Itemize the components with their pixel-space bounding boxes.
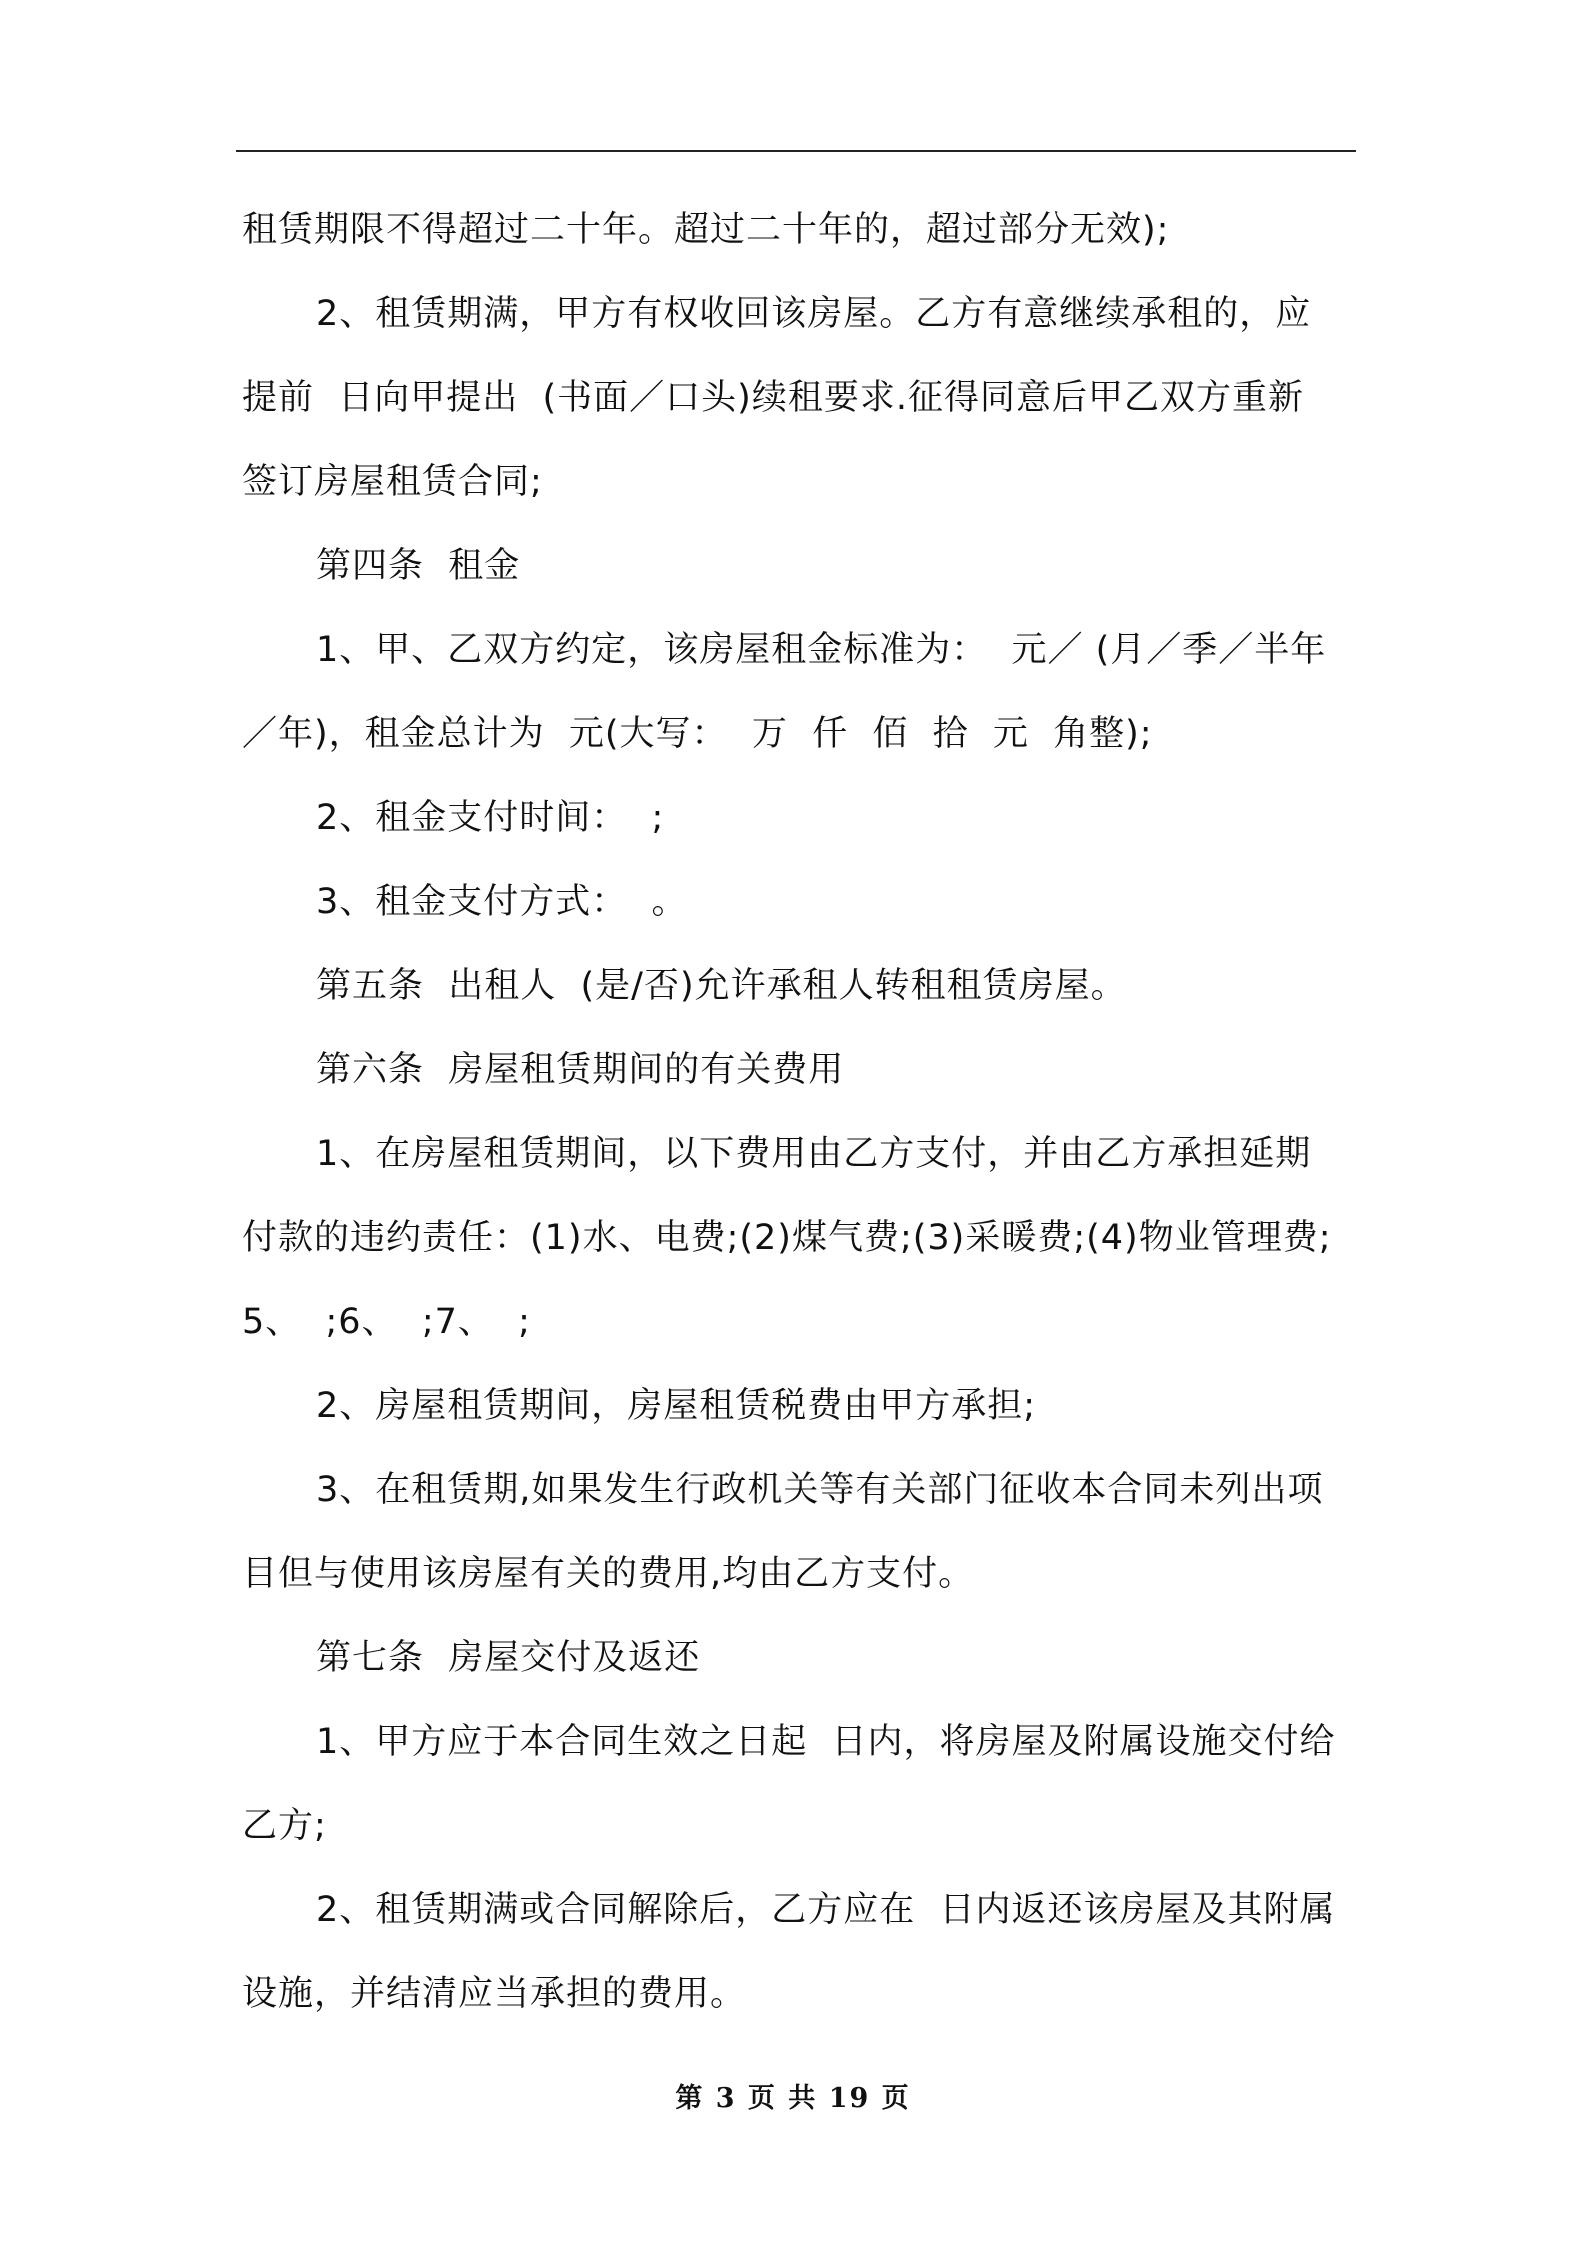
page-number: 第 3 页 共 19 页: [675, 2083, 911, 2114]
text-line: 2、租赁期满或合同解除后，乙方应在 日内返还该房屋及其附属: [316, 1890, 1336, 1930]
text-line: 2、租赁期满，甲方有权收回该房屋。乙方有意继续承租的，应: [316, 294, 1312, 334]
text-line: 2、房屋租赁期间，房屋租赁税费由甲方承担;: [316, 1386, 1037, 1426]
text-line: 目但与使用该房屋有关的费用,均由乙方支付。: [242, 1554, 975, 1594]
text-line: 2、租金支付时间： ;: [316, 798, 665, 838]
document-body: [242, 188, 1356, 2036]
text-line: 租赁期限不得超过二十年。超过二十年的，超过部分无效);: [242, 210, 1170, 250]
section-heading: 第七条 房屋交付及返还: [316, 1638, 701, 1678]
text-line: 设施，并结清应当承担的费用。: [242, 1974, 747, 2014]
text-line: 乙方;: [242, 1806, 327, 1846]
header-rule: [236, 150, 1356, 152]
text-line: 1、在房屋租赁期间，以下费用由乙方支付，并由乙方承担延期: [316, 1134, 1312, 1174]
text-line: 签订房屋租赁合同;: [242, 462, 543, 502]
text-line: 1、甲、乙双方约定，该房屋租金标准为： 元／ (月／季／半年: [316, 630, 1327, 670]
section-heading: 第六条 房屋租赁期间的有关费用: [316, 1050, 845, 1090]
text-line: 提前 日向甲提出 (书面／口头)续租要求.征得同意后甲乙双方重新: [242, 378, 1304, 418]
section-heading: 第四条 租金: [316, 546, 521, 586]
text-line: 1、甲方应于本合同生效之日起 日内，将房屋及附属设施交付给: [316, 1722, 1336, 1762]
text-line: 付款的违约责任：(1)水、电费;(2)煤气费;(3)采暖费;(4)物业管理费;: [242, 1218, 1332, 1258]
text-line: ／年)，租金总计为 元(大写： 万 仟 佰 拾 元 角整);: [242, 714, 1153, 754]
text-line: 3、租金支付方式： 。: [316, 882, 688, 922]
text-line: 5、 ;6、 ;7、 ;: [242, 1302, 531, 1342]
text-line: 3、在租赁期,如果发生行政机关等有关部门征收本合同未列出项: [316, 1470, 1324, 1510]
section-heading: 第五条 出租人 (是/否)允许承租人转租租赁房屋。: [316, 966, 1127, 1006]
